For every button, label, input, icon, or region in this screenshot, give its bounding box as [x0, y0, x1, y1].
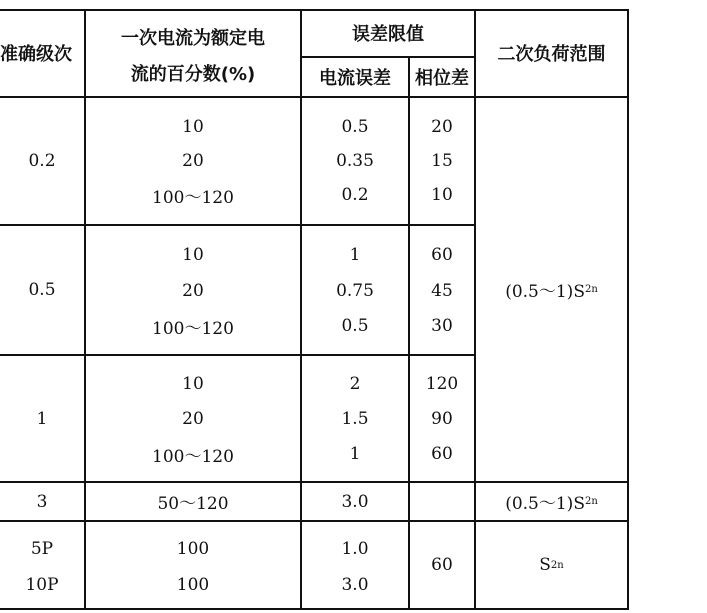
header-percent-line1: 一次电流为额定电	[121, 28, 265, 49]
percent-value: 100～120	[152, 318, 234, 339]
class-cell: 0.5	[28, 280, 56, 300]
current-error-value: 0.2	[341, 185, 369, 205]
phase-error-value: 90	[431, 409, 453, 429]
percent-value: 100～120	[152, 446, 234, 467]
current-error-value: 0.5	[341, 117, 369, 137]
header-current-error: 电流误差	[319, 68, 391, 89]
class-cell: 1	[36, 408, 48, 429]
phase-error-value: 20	[431, 117, 453, 137]
phase-error-value: 10	[431, 185, 453, 205]
current-error-value: 1	[349, 444, 361, 464]
phase-error-value: 60	[431, 555, 453, 575]
current-error-value: 1.5	[341, 409, 369, 429]
class-cell: 10P	[25, 575, 59, 595]
rule-right	[627, 9, 629, 610]
burden-protection-sub: 2n	[550, 559, 564, 571]
phase-error-value: 15	[431, 151, 453, 171]
burden-range-class3	[476, 483, 627, 520]
header-burden-range: 二次负荷范围	[497, 44, 606, 65]
burden-range-main	[476, 98, 627, 481]
class-cell: 3	[36, 491, 48, 512]
percent-value: 10	[182, 374, 204, 394]
header-phase-error: 相位差	[415, 68, 469, 89]
current-error-value: 0.5	[341, 316, 369, 336]
header-percent-line2: 流的百分数(%)	[130, 64, 256, 85]
burden-protection-prefix: S	[539, 555, 551, 575]
percent-value: 100	[176, 575, 210, 595]
header-error-limits: 误差限值	[352, 24, 424, 45]
phase-error-value: 60	[431, 245, 453, 265]
class-cell: 0.2	[28, 151, 56, 171]
phase-error-value: 30	[431, 316, 453, 336]
current-error-value: 0.75	[336, 281, 374, 301]
current-error-value: 1	[349, 245, 361, 265]
burden-class3-sub: 2n	[584, 496, 598, 507]
percent-value: 10	[182, 117, 204, 137]
percent-value: 20	[182, 409, 204, 429]
burden-main-prefix: (0.5～1)S	[505, 282, 585, 302]
phase-error-value: 45	[431, 281, 453, 301]
phase-error-value: 120	[425, 374, 459, 394]
current-error-value: 0.35	[336, 151, 374, 171]
burden-range-protection	[476, 522, 627, 608]
current-error-value: 1.0	[341, 539, 369, 559]
percent-value: 50～120	[157, 494, 229, 514]
header-accuracy-class: 准确级次	[0, 44, 72, 65]
current-error-value: 3.0	[341, 491, 369, 512]
burden-class3-prefix: (0.5～1)S	[505, 494, 585, 514]
burden-main-sub: 2n	[584, 284, 598, 295]
current-error-value: 2	[349, 374, 361, 394]
current-error-value: 3.0	[341, 575, 369, 595]
class-cell: 5P	[30, 539, 54, 559]
percent-value: 10	[182, 245, 204, 265]
percent-value: 100	[176, 539, 210, 559]
phase-error-value: 60	[431, 444, 453, 464]
rule-bottom	[0, 608, 628, 610]
percent-value: 20	[182, 281, 204, 301]
percent-value: 100～120	[152, 187, 234, 208]
percent-value: 20	[182, 151, 204, 171]
